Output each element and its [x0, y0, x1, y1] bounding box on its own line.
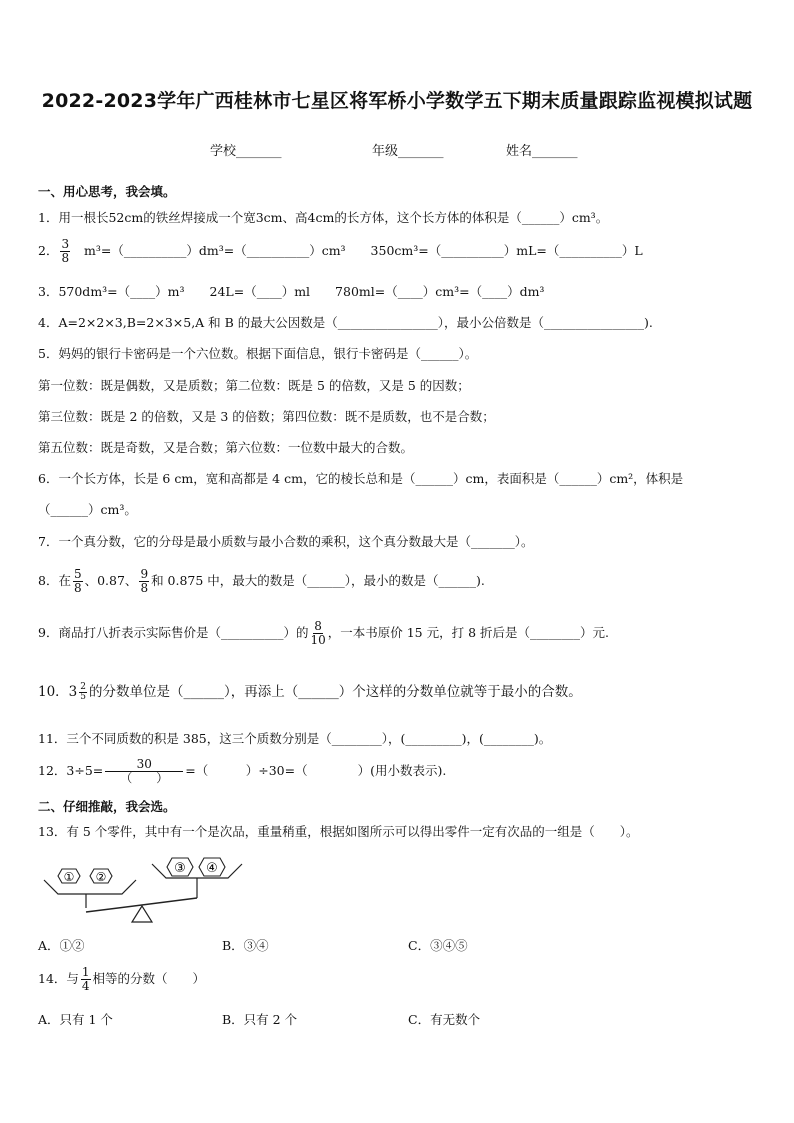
part-3-label: ③	[174, 861, 186, 876]
grade-field: 年级_______	[372, 144, 444, 159]
question-13: 13．有 5 个零件，其中有一个是次品，重量稍重，根据如图所示可以得出零件一定有次品的一组是（ ）。	[38, 824, 639, 839]
name-field: 姓名_______	[506, 144, 578, 159]
question-5-clue-3: 第五位数：既是奇数，又是合数；第六位数：一位数中最大的合数。	[38, 440, 414, 455]
section-heading-2: 二、仔细推敲，我会选。	[38, 799, 176, 814]
part-4	[199, 858, 225, 876]
left-pan	[44, 880, 136, 894]
question-10: 10．3 $\frac{2}{5}$ 的分数单位是（______），再添上（______）个这样的分数单位就等于最小的合数。	[38, 682, 582, 702]
fulcrum	[132, 906, 152, 922]
fraction: $\frac{5}{8}$	[73, 567, 82, 595]
question-2: 2． $\frac{3}{8}$ m³=（__________）dm³=（__________）cm³ 350cm³=（__________）mL=（__________）L	[38, 237, 643, 265]
question-7: 7．一个真分数，它的分母是最小质数与最小合数的乘积，这个真分数最大是（_______）。	[38, 534, 534, 549]
question-6-cont: （______）cm³。	[38, 502, 137, 517]
q14-option-b: B．只有 2 个	[222, 1012, 298, 1027]
question-5: 5．妈妈的银行卡密码是一个六位数。根据下面信息，银行卡密码是（______）。	[38, 346, 478, 361]
part-1	[58, 869, 80, 884]
q14-option-a: A．只有 1 个	[38, 1012, 113, 1027]
fraction: $\frac{9}{8}$	[140, 567, 149, 595]
question-12: 12．3÷5= $\frac{30}{( )}$ =（ ）÷30=（ ）(用小数表示).	[38, 757, 447, 785]
question-4: 4．A=2×2×3,B=2×3×5,A 和 B 的最大公因数是（________________），最小公倍数是（________________).	[38, 315, 653, 330]
school-field: 学校_______	[210, 144, 282, 159]
part-2-label: ②	[95, 870, 107, 884]
question-9: 9．商品打八折表示实际售价是（__________）的 $\frac{8}{10}$ ，一本书原价 15 元，打 8 折后是（________）元.	[38, 619, 609, 647]
part-1-label: ①	[63, 870, 75, 884]
question-1: 1．用一根长52cm的铁丝焊接成一个宽3cm、高4cm的长方体，这个长方体的体积是（______）cm³。	[38, 210, 609, 225]
fraction: $\frac{8}{10}$	[310, 619, 326, 647]
section-heading-1: 一、用心思考，我会填。	[38, 184, 176, 199]
page-title: 2022-2023学年广西桂林市七星区将军桥小学数学五下期末质量跟踪监视模拟试题	[41, 90, 753, 112]
question-5-clue-2: 第三位数：既是 2 的倍数，又是 3 的倍数；第四位数：既不是质数，也不是合数；	[38, 409, 495, 424]
balance-scale-figure	[40, 846, 250, 928]
question-8: 8．在 $\frac{5}{8}$ 、0.87、 $\frac{9}{8}$ 和 0.875 中，最大的数是（______），最小的数是（______).	[38, 567, 485, 595]
part-3	[167, 858, 193, 876]
question-11: 11．三个不同质数的积是 385，这三个质数分别是（________），(_________)，(________)。	[38, 731, 552, 746]
question-3: 3．570dm³=（____）m³ 24L=（____）ml 780ml=（____）cm³=（____）dm³	[38, 284, 545, 299]
fraction: $\frac{2}{5}$	[80, 682, 87, 702]
part-4-label: ④	[206, 861, 218, 876]
q13-option-c: C．③④⑤	[408, 938, 468, 953]
fraction: $\frac{30}{( )}$	[105, 758, 183, 785]
q13-option-b: B．③④	[222, 938, 269, 953]
fraction: $\frac{1}{4}$	[81, 965, 90, 993]
question-14: 14．与 $\frac{1}{4}$ 相等的分数（ ）	[38, 965, 206, 993]
q13-option-a: A．①②	[38, 938, 85, 953]
fraction: $\frac{3}{8}$	[61, 237, 70, 265]
question-5-clue-1: 第一位数：既是偶数，又是质数；第二位数：既是 5 的倍数，又是 5 的因数；	[38, 378, 470, 393]
question-6: 6．一个长方体，长是 6 cm，宽和高都是 4 cm，它的棱长总和是（______）cm，表面积是（______）cm²，体积是	[38, 471, 684, 486]
scale-beam	[86, 898, 197, 912]
right-pan	[152, 864, 242, 878]
q14-option-c: C．有无数个	[408, 1012, 481, 1027]
part-2	[90, 869, 112, 884]
